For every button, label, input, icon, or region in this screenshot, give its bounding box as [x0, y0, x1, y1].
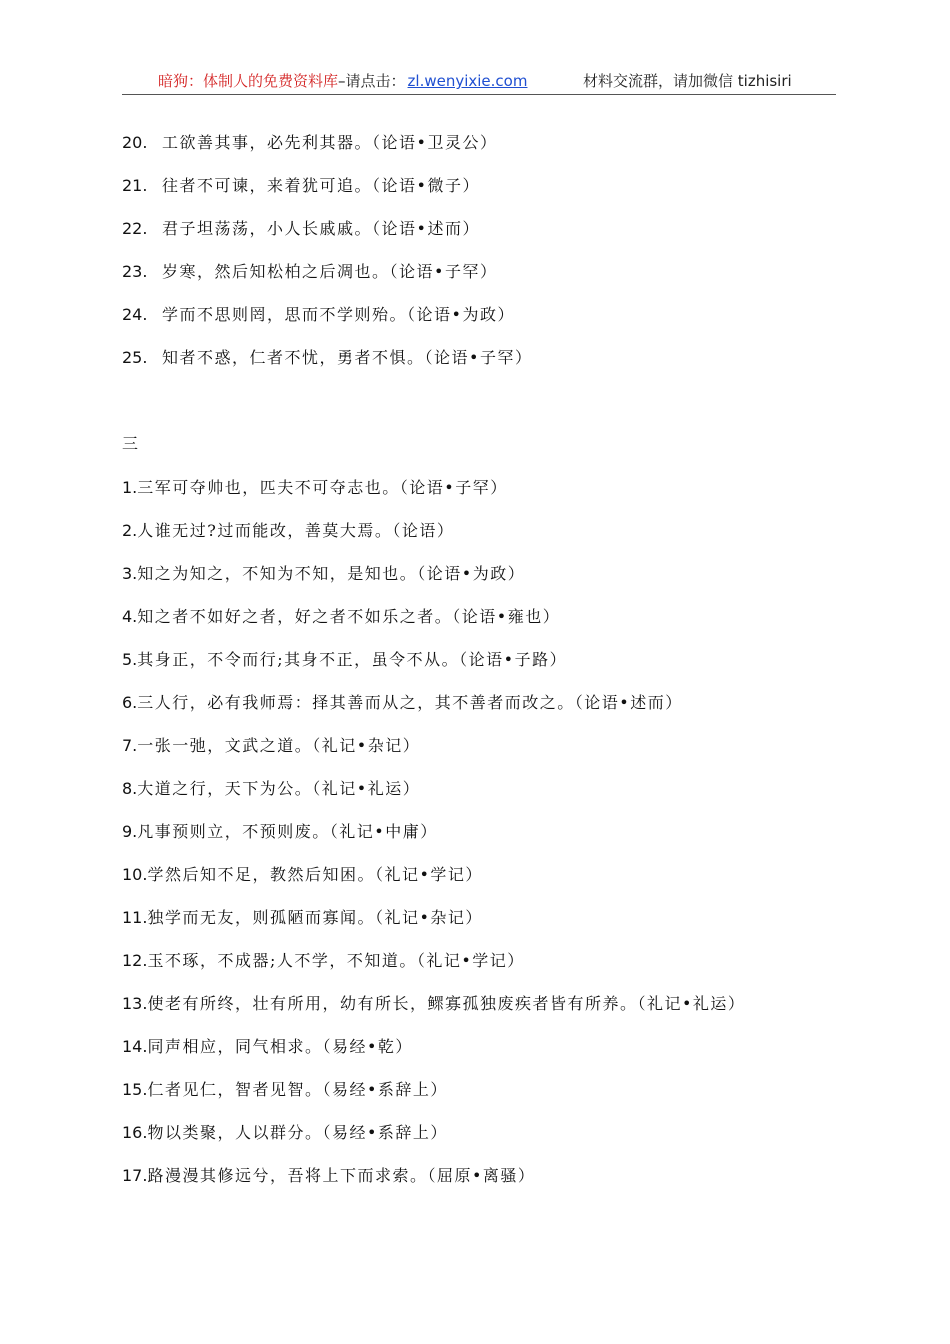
- item-number: 8.: [122, 779, 138, 798]
- item-number: 14.: [122, 1037, 148, 1056]
- list-item: [122, 693, 683, 713]
- list-item: [122, 650, 567, 670]
- list-item: [122, 951, 525, 971]
- item-text: 一张一弛，文武之道。（礼记•杂记）: [137, 736, 421, 755]
- item-text: 三人行，必有我师焉：择其善而从之，其不善者而改之。（论语•述而）: [137, 693, 683, 712]
- brand-text: 暗狗：体制人的免费资料库: [158, 72, 339, 90]
- list-item: [122, 822, 438, 842]
- item-number: 17.: [122, 1166, 148, 1185]
- list-item: [122, 262, 497, 282]
- item-number: 4.: [122, 607, 138, 626]
- item-number: 10.: [122, 865, 148, 884]
- item-number: 24.: [122, 305, 148, 324]
- item-text: 君子坦荡荡，小人长戚戚。（论语•述而）: [162, 219, 480, 238]
- item-text: 仁者见仁，智者见智。（易经•系辞上）: [147, 1080, 448, 1099]
- section-title: 三: [122, 434, 139, 453]
- item-text: 使老有所终，壮有所用，幼有所长，鳏寡孤独废疾者皆有所养。（礼记•礼运）: [147, 994, 746, 1013]
- item-number: 20.: [122, 133, 148, 152]
- item-number: 9.: [122, 822, 138, 841]
- item-number: 16.: [122, 1123, 148, 1142]
- item-number: 22.: [122, 219, 148, 238]
- list-item: [122, 219, 480, 239]
- item-number: 5.: [122, 650, 138, 669]
- item-text: 岁寒，然后知松柏之后凋也。（论语•子罕）: [162, 262, 498, 281]
- item-text: 知者不惑，仁者不忧，勇者不惧。（论语•子罕）: [162, 348, 533, 367]
- list-item: [122, 1123, 448, 1143]
- list-item: [122, 478, 508, 498]
- list-item: [122, 607, 560, 627]
- item-text: 知之为知之，不知为不知，是知也。（论语•为政）: [137, 564, 526, 583]
- item-text: 学而不思则罔，思而不学则殆。（论语•为政）: [162, 305, 515, 324]
- item-text: 知之者不如好之者，好之者不如乐之者。（论语•雍也）: [137, 607, 561, 626]
- list-item: [122, 865, 483, 885]
- item-number: 13.: [122, 994, 148, 1013]
- page-header: [122, 72, 836, 95]
- item-number: 7.: [122, 736, 138, 755]
- item-text: 同声相应，同气相求。（易经•乾）: [147, 1037, 413, 1056]
- list-item: [122, 908, 483, 928]
- item-number: 21.: [122, 176, 148, 195]
- website-link[interactable]: zl.wenyixie.com: [407, 72, 528, 90]
- item-text: 大道之行，天下为公。（礼记•礼运）: [137, 779, 421, 798]
- item-number: 15.: [122, 1080, 148, 1099]
- list-item: [122, 348, 532, 368]
- list-item: [122, 176, 480, 196]
- click-prompt: –请点击：: [338, 72, 406, 90]
- item-text: 路漫漫其修远兮，吾将上下而求索。（屈原•离骚）: [147, 1166, 536, 1185]
- item-number: 12.: [122, 951, 148, 970]
- item-number: 6.: [122, 693, 138, 712]
- item-number: 2.: [122, 521, 138, 540]
- list-item: [122, 564, 525, 584]
- item-number: 25.: [122, 348, 148, 367]
- item-text: 人谁无过?过而能改，善莫大焉。（论语）: [137, 521, 455, 540]
- list-item: [122, 305, 515, 325]
- item-text: 往者不可谏，来着犹可追。（论语•微子）: [162, 176, 480, 195]
- item-number: 1.: [122, 478, 138, 497]
- item-text: 凡事预则立，不预则废。（礼记•中庸）: [137, 822, 438, 841]
- item-text: 玉不琢，不成器;人不学，不知道。（礼记•学记）: [147, 951, 525, 970]
- item-number: 11.: [122, 908, 148, 927]
- list-item: [122, 1037, 413, 1057]
- list-item: [122, 1166, 535, 1186]
- item-text: 工欲善其事，必先利其器。（论语•卫灵公）: [162, 133, 498, 152]
- list-item: [122, 133, 497, 153]
- item-text: 其身正，不令而行;其身不正，虽令不从。（论语•子路）: [137, 650, 568, 669]
- wechat-contact: 材料交流群，请加微信 tizhisiri: [583, 72, 792, 90]
- list-item: [122, 521, 454, 541]
- item-text: 三军可夺帅也，匹夫不可夺志也。（论语•子罕）: [137, 478, 508, 497]
- item-text: 独学而无友，则孤陋而寡闻。（礼记•杂记）: [147, 908, 483, 927]
- item-text: 物以类聚，人以群分。（易经•系辞上）: [147, 1123, 448, 1142]
- item-number: 3.: [122, 564, 138, 583]
- list-item: [122, 779, 420, 799]
- list-item: [122, 1080, 448, 1100]
- item-text: 学然后知不足，教然后知困。（礼记•学记）: [147, 865, 483, 884]
- item-number: 23.: [122, 262, 148, 281]
- list-item: [122, 736, 420, 756]
- list-item: [122, 994, 745, 1014]
